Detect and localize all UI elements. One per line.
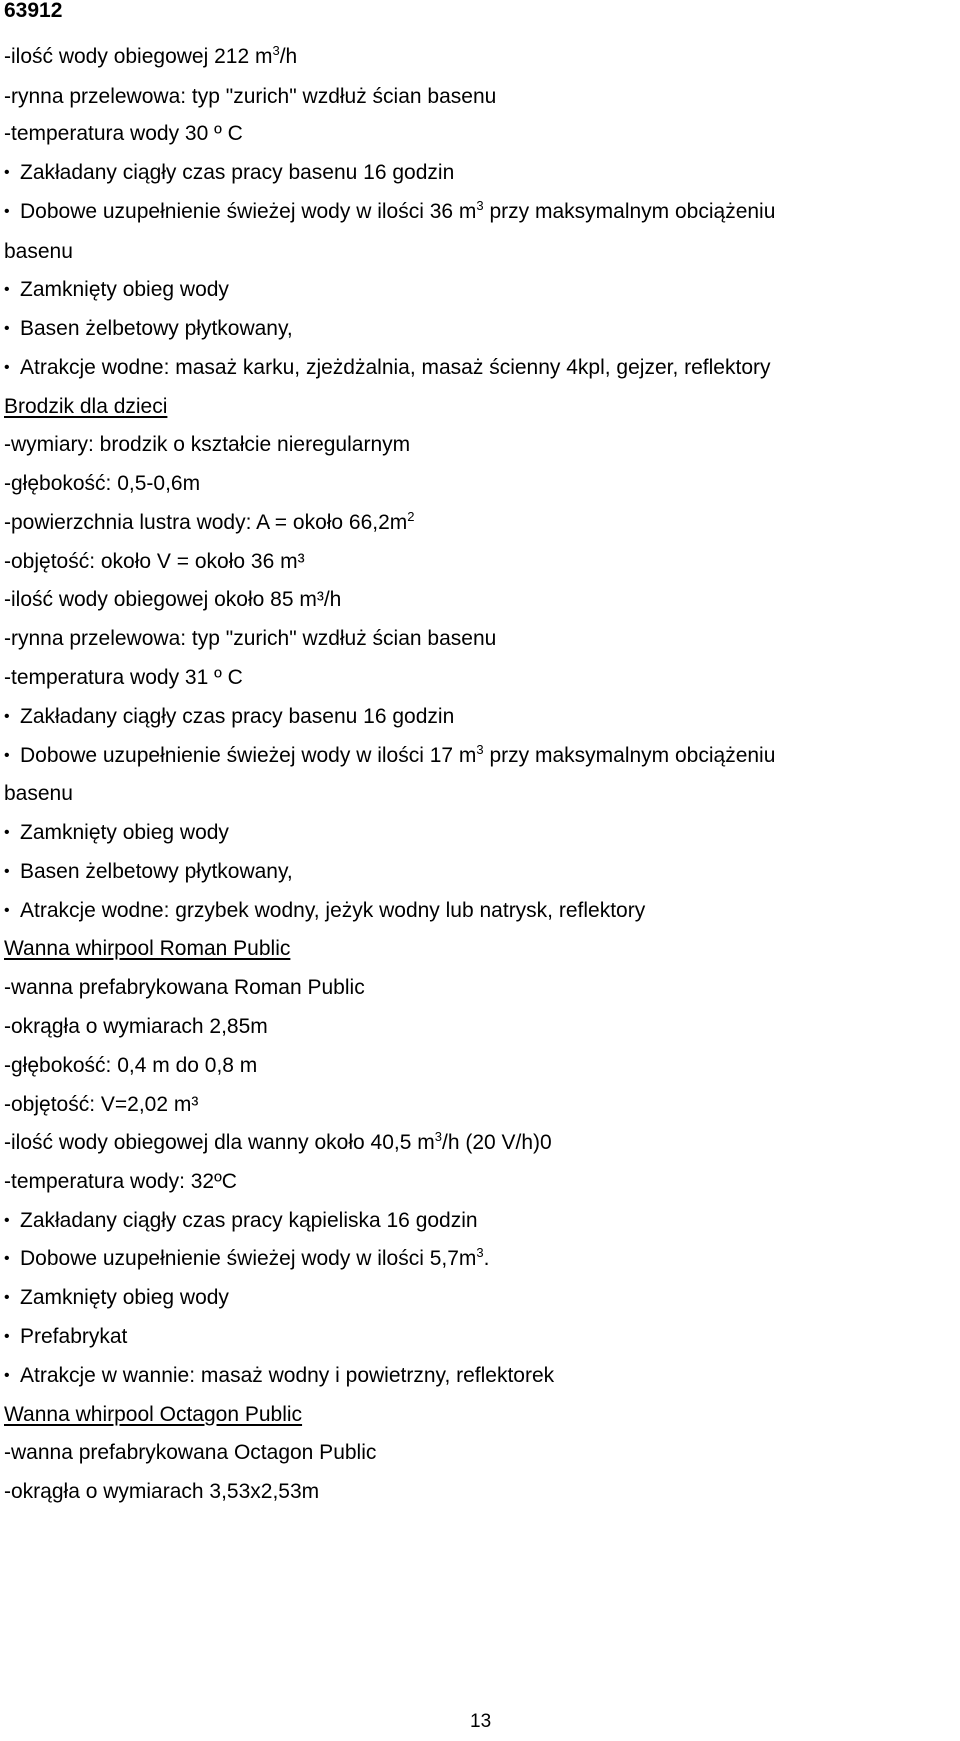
bullet-icon: • (4, 1328, 10, 1345)
section-heading: Brodzik dla dzieci (4, 395, 168, 418)
bullet-item: • Zakładany ciągły czas pracy basenu 16 godzin (4, 705, 455, 728)
bullet-item: • Atrakcje wodne: masaż karku, zjeżdżalnia, masaż ścienny 4kpl, gejzer, reflektory (4, 356, 771, 379)
text-line: -rynna przelewowa: typ "zurich" wzdłuż ścian basenu (4, 85, 497, 108)
text-line: -ilość wody obiegowej dla wanny około 40,5 $m^3/h$ (20 V/h)0 (4, 1129, 552, 1154)
bullet-icon: • (4, 320, 10, 337)
text-line: -okrągła o wymiarach 3,53x2,53m (4, 1480, 320, 1503)
bullet-item: • Zakładany ciągły czas pracy kąpieliska 16 godzin (4, 1209, 478, 1232)
text-line: -powierzchnia lustra wody: A = około $66,2m^2$ (4, 509, 415, 534)
bullet-icon: • (4, 1212, 10, 1229)
text-line: -temperatura wody 30 º C (4, 122, 243, 145)
text-line: -temperatura wody: 32ºC (4, 1170, 237, 1193)
text-line: -rynna przelewowa: typ "zurich" wzdłuż ścian basenu (4, 627, 497, 650)
bullet-icon: • (4, 203, 10, 220)
bullet-item: • Dobowe uzupełnienie świeżej wody w ilości $5,7m^3$. (4, 1245, 490, 1270)
bullet-icon: • (4, 708, 10, 725)
bullet-icon: • (4, 824, 10, 841)
bullet-icon: • (4, 863, 10, 880)
bullet-item: • Zakładany ciągły czas pracy basenu 16 godzin (4, 161, 455, 184)
text-line: basenu (4, 240, 73, 263)
page-number: 13 (470, 1711, 492, 1732)
text-line: -okrągła o wymiarach 2,85m (4, 1015, 268, 1038)
bullet-icon: • (4, 1289, 10, 1306)
text-line: -ilość wody obiegowej 212 $m^3/h$ (4, 43, 298, 68)
bullet-icon: • (4, 164, 10, 181)
section-heading: Wanna whirpool Roman Public (4, 937, 291, 960)
text-line: -wanna prefabrykowana Octagon Public (4, 1441, 377, 1464)
text-line: -objętość: V=2,02 m³ (4, 1093, 199, 1116)
bullet-icon: • (4, 281, 10, 298)
bullet-item: • Zamknięty obieg wody (4, 1286, 229, 1309)
bullet-item: • Basen żelbetowy płytkowany, (4, 860, 293, 883)
bullet-icon: • (4, 1367, 10, 1384)
text-line: -głębokość: 0,5-0,6m (4, 472, 201, 495)
bullet-item: • Zamknięty obieg wody (4, 821, 229, 844)
section-heading: Wanna whirpool Octagon Public (4, 1403, 303, 1426)
bullet-item: • Prefabrykat (4, 1325, 128, 1348)
bullet-icon: • (4, 359, 10, 376)
bullet-item: • Atrakcje w wannie: masaż wodny i powietrzny, reflektorek (4, 1364, 555, 1387)
bullet-item: • Atrakcje wodne: grzybek wodny, jeżyk wodny lub natrysk, reflektory (4, 899, 646, 922)
bullet-icon: • (4, 1250, 10, 1267)
text-line: -ilość wody obiegowej około 85 m³/h (4, 588, 342, 611)
bullet-item: • Basen żelbetowy płytkowany, (4, 317, 293, 340)
text-line: -temperatura wody 31 º C (4, 666, 243, 689)
text-line: basenu (4, 782, 73, 805)
bullet-icon: • (4, 902, 10, 919)
bullet-item: • Dobowe uzupełnienie świeżej wody w ilości 36 $m^3$ przy maksymalnym obciążeniu (4, 198, 776, 223)
bullet-item: • Dobowe uzupełnienie świeżej wody w ilości 17 $m^3$ przy maksymalnym obciążeniu (4, 742, 776, 767)
document-id: 63912 (4, 0, 63, 22)
bullet-item: • Zamknięty obieg wody (4, 278, 229, 301)
text-line: -wymiary: brodzik o kształcie nieregularnym (4, 433, 411, 456)
text-line: -objętość: około V = około 36 m³ (4, 550, 305, 573)
text-line: -głębokość: 0,4 m do 0,8 m (4, 1054, 258, 1077)
text-line: -wanna prefabrykowana Roman Public (4, 976, 365, 999)
bullet-icon: • (4, 747, 10, 764)
